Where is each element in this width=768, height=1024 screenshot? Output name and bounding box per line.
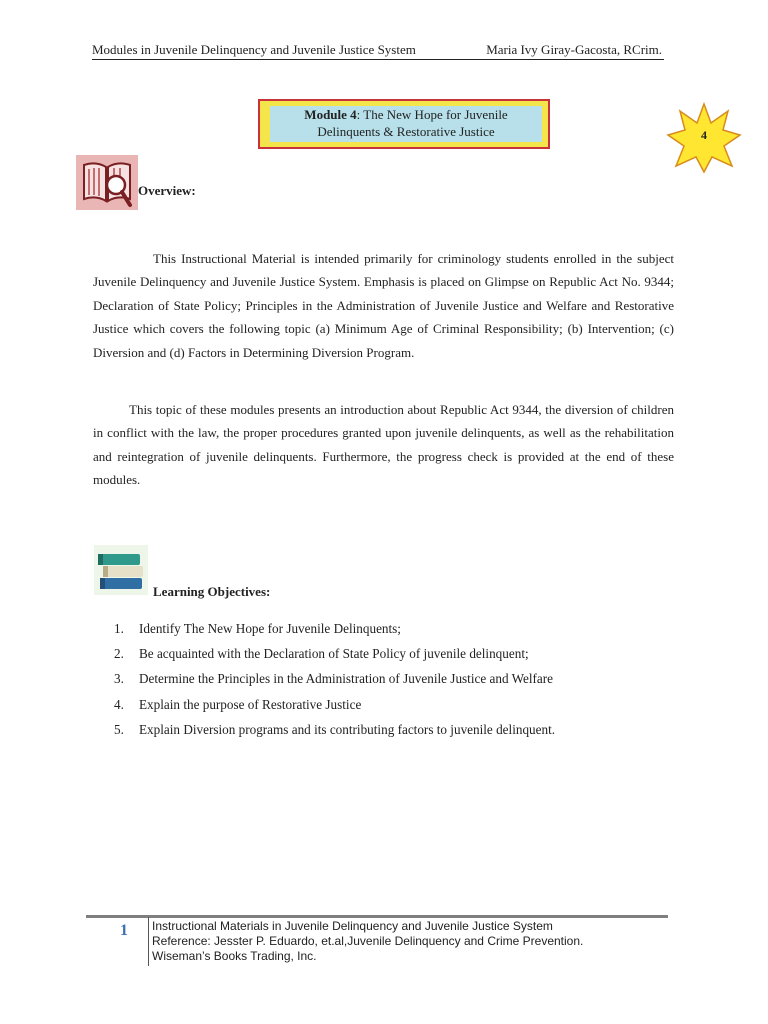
module-title-line2: Delinquents & Restorative Justice — [317, 124, 495, 139]
footer-line-1: Instructional Materials in Juvenile Delinquency and Juvenile Justice System — [152, 919, 553, 933]
module-title-box — [258, 99, 550, 149]
open-book-magnifier-icon — [76, 155, 138, 210]
course-title: Modules in Juvenile Delinquency and Juvenile Justice System — [92, 42, 416, 57]
footer-line-2: Reference: Jesster P. Eduardo, et.al,Juvenile Delinquency and Crime Prevention. — [152, 934, 584, 948]
learning-objectives-heading: Learning Objectives: — [153, 584, 271, 599]
objective-item: 3. Determine the Principles in the Administration of Juvenile Justice and Welfare — [114, 671, 553, 687]
footer-rule — [86, 915, 668, 918]
page-number: 1 — [120, 922, 128, 939]
footer-reference — [152, 919, 583, 964]
stacked-books-icon — [94, 545, 148, 595]
module-number-badge: 4 — [701, 128, 707, 142]
learning-objectives-list — [108, 619, 668, 745]
module-title-line1: : The New Hope for Juvenile — [356, 107, 508, 122]
module-title-inner — [270, 106, 542, 142]
overview-paragraph-1: This Instructional Material is intended primarily for criminology students enrolled in the subject Juvenile Delinquency and Juvenile Justice System. Emphasis is placed on Glimpse on Republic Act No. 9344; Declaration of State Policy; Principles in the Administration of Juvenile Justice and Welfare and Restorative Justice which covers the following topic (a) Minimum Age of Criminal Responsibility; (b) Intervention; (c) Diversion and (d) Factors in Determining Diversion Program. — [93, 251, 674, 360]
objective-item: 1. Identify The New Hope for Juvenile Delinquents; — [114, 621, 401, 636]
overview-paragraph-2: This topic of these modules presents an introduction about Republic Act 9344, the diversion of children in conflict with the law, the proper procedures granted upon juvenile delinquents, as well as the rehabilitation and reintegration of juvenile delinquents. Furthermore, the progress check is provided at the end of these modules. — [93, 402, 674, 488]
footer-line-3: Wiseman’s Books Trading, Inc. — [152, 949, 317, 963]
overview-heading: Overview: — [138, 183, 196, 198]
objective-item: 2. Be acquainted with the Declaration of State Policy of juvenile delinquent; — [114, 646, 529, 662]
objective-item: 4. Explain the purpose of Restorative Justice — [114, 696, 362, 712]
objective-item: 5. Explain Diversion programs and its contributing factors to juvenile delinquent. — [114, 721, 556, 737]
author-name: Maria Ivy Giray-Gacosta, RCrim. — [486, 42, 662, 57]
module-label: Module 4 — [304, 107, 357, 122]
footer-divider — [148, 917, 149, 966]
page-header — [92, 42, 664, 60]
